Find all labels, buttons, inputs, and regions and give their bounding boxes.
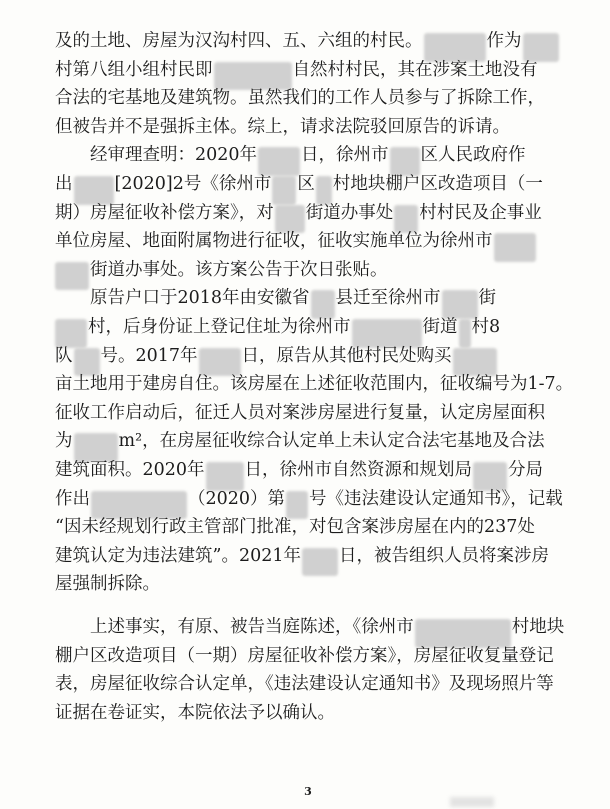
text-line <box>0 699 610 728</box>
text-segment: 作为 <box>486 31 522 51</box>
text-line <box>0 642 610 671</box>
text-segment: 为 <box>55 431 73 452</box>
text-segment: 证据在卷证实，本院依法予以确认。 <box>55 702 335 723</box>
text-segment: （2020）第 <box>188 488 286 509</box>
text-segment: 街道 <box>422 317 458 337</box>
text-segment: 队 <box>55 345 73 366</box>
text-segment: 村村民及企事业 <box>419 202 542 223</box>
text-segment: 单位房屋、地面附属物进行征收，征收实施单位为徐州市 <box>55 231 493 252</box>
text-segment: 街道办事处。该方案公告于次日张贴。 <box>90 259 388 280</box>
text-line <box>0 56 610 85</box>
text-line <box>0 485 610 514</box>
text-segment: 作出 <box>55 488 90 509</box>
text-segment: m²，在房屋征收综合认定单上未认定合法宅基地及合法 <box>118 431 545 452</box>
text-segment: 村地块 <box>511 617 565 637</box>
text-line <box>0 542 610 571</box>
text-line <box>0 27 610 56</box>
text-line <box>0 456 610 485</box>
text-segment: 县迁至徐州市 <box>335 288 441 309</box>
text-line <box>0 113 610 142</box>
text-segment: 日，徐州市 <box>301 145 389 166</box>
text-segment: 棚户区改造项目（一期）房屋征收补偿方案》，房屋征收复量登记 <box>55 645 554 666</box>
text-segment: 号。2017年 <box>100 345 198 366</box>
text-segment: 分局 <box>508 460 544 480</box>
text-segment: 建筑认定为违法建筑”。2021年 <box>55 545 301 566</box>
text-line <box>0 256 610 285</box>
text-segment: 街道办事处 <box>305 202 394 223</box>
text-line <box>0 570 610 599</box>
text-segment: 日，徐州市自然资源和规划局 <box>244 460 473 480</box>
text-segment: 建筑面积。2020年 <box>55 460 205 480</box>
text-segment: 街 <box>478 288 497 309</box>
text-segment: 表，房屋征收综合认定单，《违法建设认定通知书》及现场照片等 <box>55 674 554 695</box>
text-segment: 亩土地用于建房自住。该房屋在上述征收范围内，征收编号为1-7。 <box>55 374 574 395</box>
text-line <box>0 199 610 228</box>
text-line <box>0 613 610 642</box>
text-segment: 自然村村民，其在涉案土地没有 <box>292 59 538 80</box>
text-segment: 区人民政府作 <box>420 145 526 166</box>
text-line <box>0 227 610 256</box>
text-line <box>0 141 610 170</box>
text-segment: 出 <box>55 174 73 194</box>
text-line <box>0 342 610 371</box>
text-segment: 合法的宅基地及建筑物。虽然我们的工作人员参与了拆除工作， <box>55 88 545 109</box>
text-line <box>0 427 610 456</box>
text-line <box>0 170 610 199</box>
text-line <box>0 84 610 113</box>
text-segment: 区 <box>297 174 315 194</box>
text-segment: 屋强制拆除。 <box>55 574 160 595</box>
scan-smudge <box>450 797 494 807</box>
text-line <box>0 399 610 428</box>
page-number: 3 <box>304 785 312 798</box>
text-segment: 征收工作启动后，征迁人员对案涉房屋进行复量，认定房屋面积 <box>55 402 545 423</box>
text-segment: 及的土地、房屋为汉沟村四、五、六组的村民。 <box>55 31 423 51</box>
text-segment: 原告户口于2018年由安徽省 <box>90 288 310 309</box>
text-line <box>0 370 610 399</box>
text-segment: 村，后身份证上登记住址为徐州市 <box>88 317 351 337</box>
text-segment: 村地块棚户区改造项目（一 <box>332 174 543 194</box>
text-line <box>0 513 610 542</box>
text-line <box>0 670 610 699</box>
text-segment: 但被告并不是强拆主体。综上，请求法院驳回原告的诉请。 <box>55 116 510 137</box>
text-line <box>0 284 610 313</box>
text-segment: 村8 <box>471 317 501 337</box>
text-segment: [2020]2号《徐州市 <box>114 174 272 194</box>
text-segment: 号《违法建设认定通知书》，记载 <box>309 488 563 509</box>
text-segment: 上述事实，有原、被告当庭陈述，《徐州市 <box>90 617 414 637</box>
text-segment: 期）房屋征收补偿方案》，对 <box>55 202 274 223</box>
text-segment: 日，被告组织人员将案涉房 <box>338 545 549 566</box>
text-segment: 村第八组小组村民即 <box>55 59 213 80</box>
text-segment: 经审理查明：2020年 <box>90 145 258 166</box>
text-line <box>0 313 610 342</box>
text-segment: 日，原告从其他村民处购买 <box>241 345 452 366</box>
text-segment: “因未经规划行政主管部门批准，对包含案涉房屋在内的237处 <box>55 517 535 538</box>
